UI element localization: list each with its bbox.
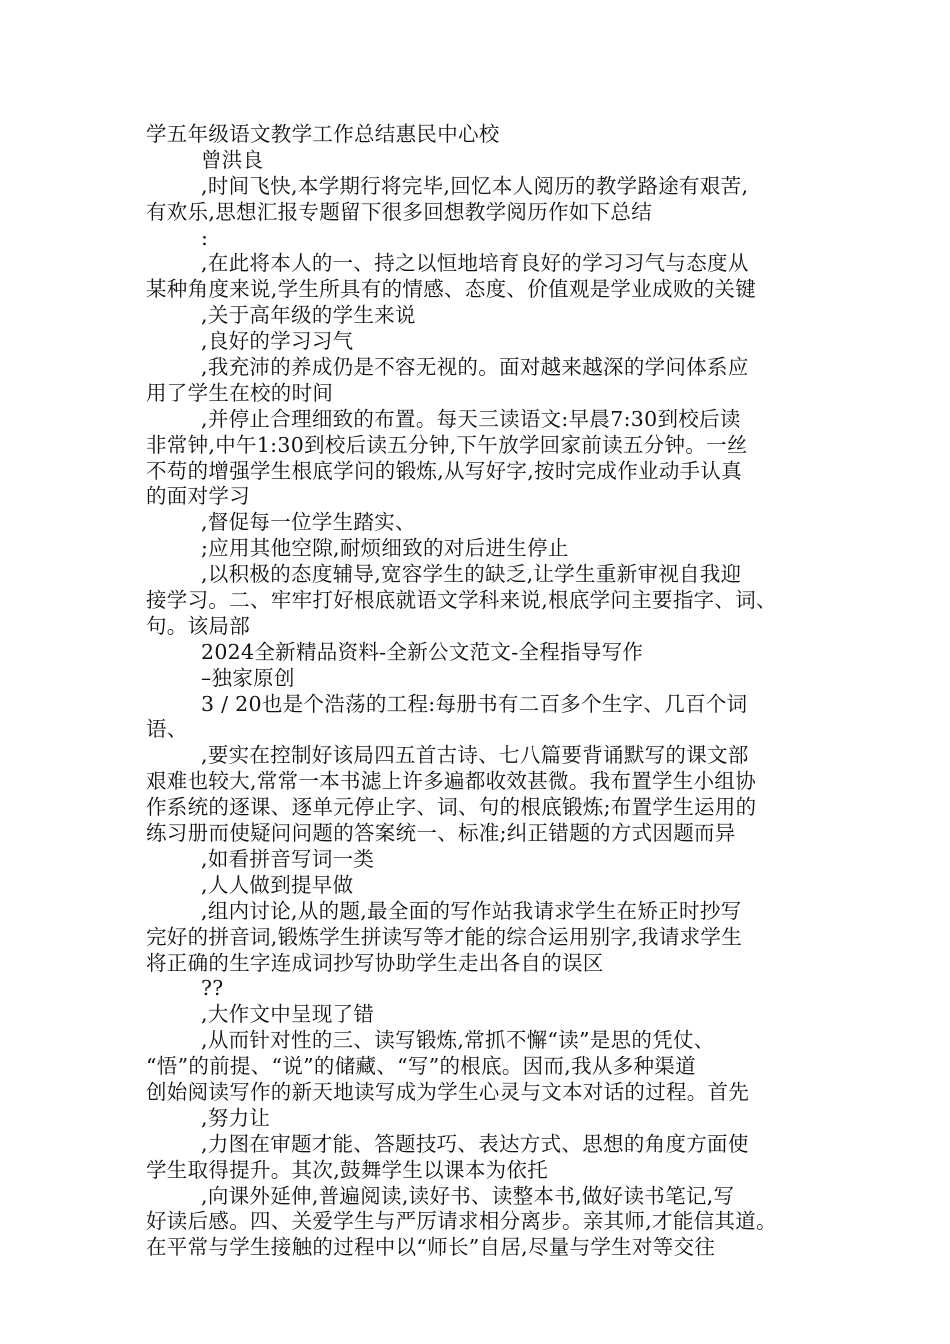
- text-line: 句。该局部: [146, 613, 250, 638]
- text-line: 的面对学习: [146, 484, 250, 509]
- text-line: 学生取得提升。其次,鼓舞学生以课本为依托: [146, 1157, 549, 1182]
- text-line: –独家原创: [201, 665, 295, 690]
- text-line: 2024全新精品资料-全新公文范文-全程指导写作: [201, 639, 644, 664]
- text-line: 完好的拼音词,锻炼学生拼读写等才能的综合运用别字,我请求学生: [146, 924, 743, 949]
- text-line: 练习册而使疑问问题的答案统一、标准;纠正错题的方式因题而异: [146, 821, 736, 846]
- text-line: ,大作文中呈现了错: [201, 1002, 375, 1027]
- text-line: ??: [201, 976, 224, 1001]
- text-line: ,时间飞快,本学期行将完毕,回忆本人阅历的教学路途有艰苦,: [201, 173, 749, 198]
- text-line: ,如看拼音写词一类: [201, 846, 375, 871]
- text-line: 作系统的逐课、逐单元停止字、词、句的根底锻炼;布置学生运用的: [146, 795, 757, 820]
- text-line: 曾洪良: [201, 147, 264, 172]
- text-line: ,从而针对性的三、读写锻炼,常抓不懈“读”是思的凭仗、: [201, 1028, 715, 1053]
- text-line: :: [201, 225, 209, 250]
- text-line: 创始阅读写作的新天地读写成为学生心灵与文本对话的过程。首先: [146, 1079, 750, 1104]
- text-line: 接学习。二、牢牢打好根底就语文学科来说,根底学问主要指字、词、: [146, 588, 777, 613]
- text-line: ,并停止合理细致的布置。每天三读语文:早晨7:30到校后读: [201, 406, 741, 431]
- text-line: 语、: [146, 717, 188, 742]
- text-line: ,督促每一位学生踏实、: [201, 510, 416, 535]
- text-line: ,良好的学习习气: [201, 329, 354, 354]
- text-line: ,我充沛的养成仍是不容无视的。面对越来越深的学问体系应: [201, 355, 749, 380]
- text-line: 3 / 20也是个浩荡的工程:每册书有二百多个生字、几百个词: [201, 691, 748, 716]
- text-line: ;应用其他空隙,耐烦细致的对后进生停止: [201, 536, 569, 561]
- text-line: 有欢乐,思想汇报专题留下很多回想教学阅历作如下总结: [146, 199, 653, 224]
- text-line: 好读后感。四、关爱学生与严厉请求相分离步。亲其师,才能信其道。: [146, 1209, 777, 1234]
- text-line: “悟”的前提、“说”的储藏、“写”的根底。因而,我从多种渠道: [146, 1054, 696, 1079]
- text-line: ,人人做到提早做: [201, 872, 354, 897]
- text-line: 某种角度来说,学生所具有的情感、态度、价值观是学业成败的关键: [146, 277, 757, 302]
- text-line: ,组内讨论,从的题,最全面的写作站我请求学生在矫正时抄写: [201, 898, 742, 923]
- text-line: ,在此将本人的一、持之以恒地培育良好的学习习气与态度从: [201, 251, 749, 276]
- text-line: 在平常与学生接触的过程中以“师长”自居,尽量与学生对等交往: [146, 1235, 716, 1260]
- text-line: ,向课外延伸,普遍阅读,读好书、读整本书,做好读书笔记,写: [201, 1183, 735, 1208]
- text-line: ,要实在控制好该局四五首古诗、七八篇要背诵默写的课文部: [201, 743, 749, 768]
- text-line: ,关于高年级的学生来说: [201, 303, 416, 328]
- text-line: 学五年级语文教学工作总结惠民中心校: [146, 122, 500, 146]
- document-body: [146, 122, 826, 1261]
- text-line: 不苟的增强学生根底学问的锻炼,从写好字,按时完成作业动手认真: [146, 458, 743, 483]
- text-line: 艰难也较大,常常一本书滤上许多遍都收效甚微。我布置学生小组协: [146, 769, 757, 794]
- text-line: 用了学生在校的时间: [146, 380, 334, 405]
- text-line: ,努力让: [201, 1105, 271, 1130]
- text-line: ,力图在审题才能、答题技巧、表达方式、思想的角度方面使: [201, 1131, 749, 1156]
- text-line: ,以积极的态度辅导,宽容学生的缺乏,让学生重新审视自我迎: [201, 562, 742, 587]
- text-line: 非常钟,中午1:30到校后读五分钟,下午放学回家前读五分钟。一丝: [146, 432, 748, 457]
- text-line: 将正确的生字连成词抄写协助学生走出各自的误区: [146, 950, 604, 975]
